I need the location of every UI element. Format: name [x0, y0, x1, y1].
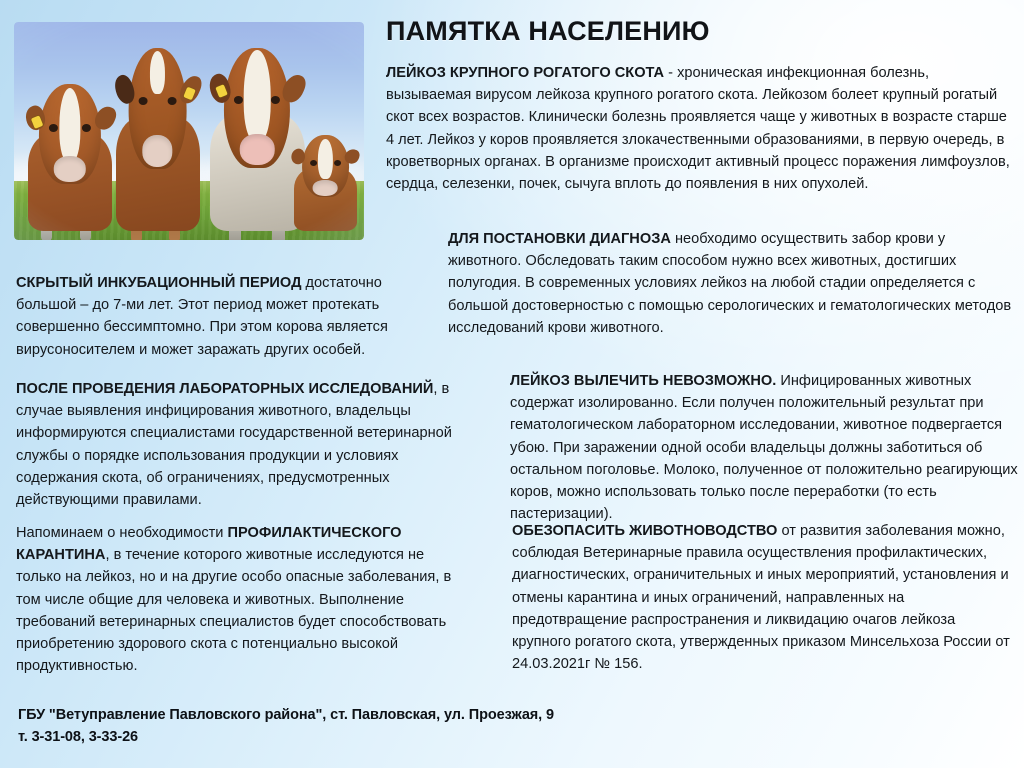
cow-3-eye-right	[271, 96, 280, 104]
cow-3-blaze	[244, 50, 270, 141]
section-quarantine-heading: ПРОФИЛАКТИЧЕСКОГО КАРАНТИНА	[16, 525, 402, 564]
section-quarantine	[16, 522, 466, 677]
ear-tag-icon	[216, 84, 228, 98]
cow-4-eye-left	[310, 160, 317, 166]
cow-2-eye-left	[139, 97, 148, 105]
section-incubation-body: достаточно большой – до 7-ми лет. Этот период может протекать совершенно бессимптомно. При этом корова является вирусоносителем и может заражать других особей.	[16, 275, 388, 358]
section-diagnosis-heading: ДЛЯ ПОСТАНОВКИ ДИАГНОЗА	[448, 231, 671, 247]
section-incurable-body: Инфицированных животных содержат изолированно. Если получен положительный результат при гематологическом лабораторном исследовании, животное подвергается убою. При заражении одной особи владельцы должны заботиться об остальном поголовье. Молоко, полученное от положительно реагирующих коров, можно использовать только после переработки (то есть пастеризации).	[510, 373, 1018, 523]
cow-4-muzzle	[313, 180, 338, 196]
section-after-lab-body: , в случае выявления инфицирования животного, владельцы информируются специалистами государственной ветеринарной службы о порядке использования продукции и условиях содержания скота, об ограничениях, предусмотренных действующими правилами.	[16, 381, 452, 508]
page-title: ПАМЯТКА НАСЕЛЕНИЮ	[386, 16, 710, 46]
footer-phone: т. 3-31-08, 3-33-26	[18, 729, 138, 746]
cow-3-muzzle	[240, 134, 274, 165]
cow-1-eye-right	[82, 124, 91, 132]
section-quarantine-lead: Напоминаем о необходимости	[16, 525, 228, 541]
ear-tag-icon	[183, 87, 195, 101]
cow-3	[210, 44, 305, 231]
section-intro-body: - хроническая инфекционная болезнь, вызываемая вирусом лейкоза крупного рогатого скота. Лейкозом болеет крупный рогатый скот всех возрастов. Клинически болезнь проявляется чаще у животных в возрасте старше 4 лет. Лейкоз у коров проявляется злокачественными образованиями, в первую очередь, в кроветворных органах. В организме происходит активный процесс поражения лимфоузлов, сердца, селезенки, почек, сычуга вплоть до появления в них опухолей.	[386, 65, 1010, 192]
cow-2-eye-right	[167, 97, 176, 105]
section-after-lab	[16, 378, 466, 511]
section-diagnosis	[448, 228, 1018, 339]
cow-1-muzzle	[54, 156, 86, 182]
footer-address: ГБУ "Ветуправление Павловского района", ст. Павловская, ул. Проезжая, 9	[18, 707, 554, 723]
cow-herd-photo	[14, 22, 364, 240]
cow-3-eye-left	[234, 96, 243, 104]
cow-2-muzzle	[142, 135, 173, 166]
section-diagnosis-body: необходимо осуществить забор крови у животного. Обследовать таким способом нужно всех животных, достигших полугодия. В современных условиях лейкоз на любой стадии определяется с большой достоверностью с помощью серологических и гематологических методов исследований крови животного.	[448, 231, 1012, 336]
section-protection-body: от развития заболевания можно, соблюдая Ветеринарные правила осуществления профилактических, диагностических, ограничительных и иных мероприятий, установления и отмены карантина и иных ограничений, направленных на предотвращение распространения и ликвидацию очагов лейкоза крупного рогатого скота, утвержденных приказом Минсельхоза России от 24.03.2021г № 156.	[512, 523, 1010, 673]
cow-3-ear-right	[280, 71, 309, 105]
cow-4	[294, 131, 357, 231]
cow-1-eye-left	[49, 124, 58, 132]
section-incurable	[510, 370, 1018, 525]
cow-1-head	[39, 84, 101, 184]
section-incurable-heading: ЛЕЙКОЗ ВЫЛЕЧИТЬ НЕВОЗМОЖНО.	[510, 373, 777, 389]
cow-4-blaze	[318, 139, 332, 179]
cow-2-head	[128, 48, 187, 169]
section-protection	[512, 520, 1018, 675]
section-incubation	[16, 272, 436, 361]
cow-1	[28, 74, 112, 231]
ear-tag-icon	[31, 115, 43, 129]
section-intro	[386, 62, 1018, 195]
section-quarantine-body: , в течение которого животные исследуются не только на лейкоз, но и на другие особо опасные заболевания, в том числе общие для человека и животных. Выполнение требований ветеринарных специалистов будет способствовать приобретению здорового скота с потенциально высокой продуктивностью.	[16, 547, 452, 675]
section-after-lab-heading: ПОСЛЕ ПРОВЕДЕНИЯ ЛАБОРАТОРНЫХ ИССЛЕДОВАНИЙ	[16, 381, 434, 397]
cow-3-ear-left	[206, 71, 235, 105]
cow-4-head	[302, 135, 350, 197]
cow-1-blaze	[59, 88, 80, 162]
footer-contact	[18, 704, 554, 749]
cow-4-eye-right	[334, 160, 341, 166]
cow-2-blaze	[150, 51, 165, 95]
cow-3-head	[224, 48, 290, 168]
section-incubation-heading: СКРЫТЫЙ ИНКУБАЦИОННЫЙ ПЕРИОД	[16, 275, 302, 291]
section-intro-heading: ЛЕЙКОЗ КРУПНОГО РОГАТОГО СКОТА	[386, 65, 665, 81]
cow-2-ear-left	[111, 73, 138, 106]
photo-canvas	[14, 22, 364, 240]
section-protection-heading: ОБЕЗОПАСИТЬ ЖИВОТНОВОДСТВО	[512, 523, 778, 539]
cow-2	[116, 48, 200, 231]
